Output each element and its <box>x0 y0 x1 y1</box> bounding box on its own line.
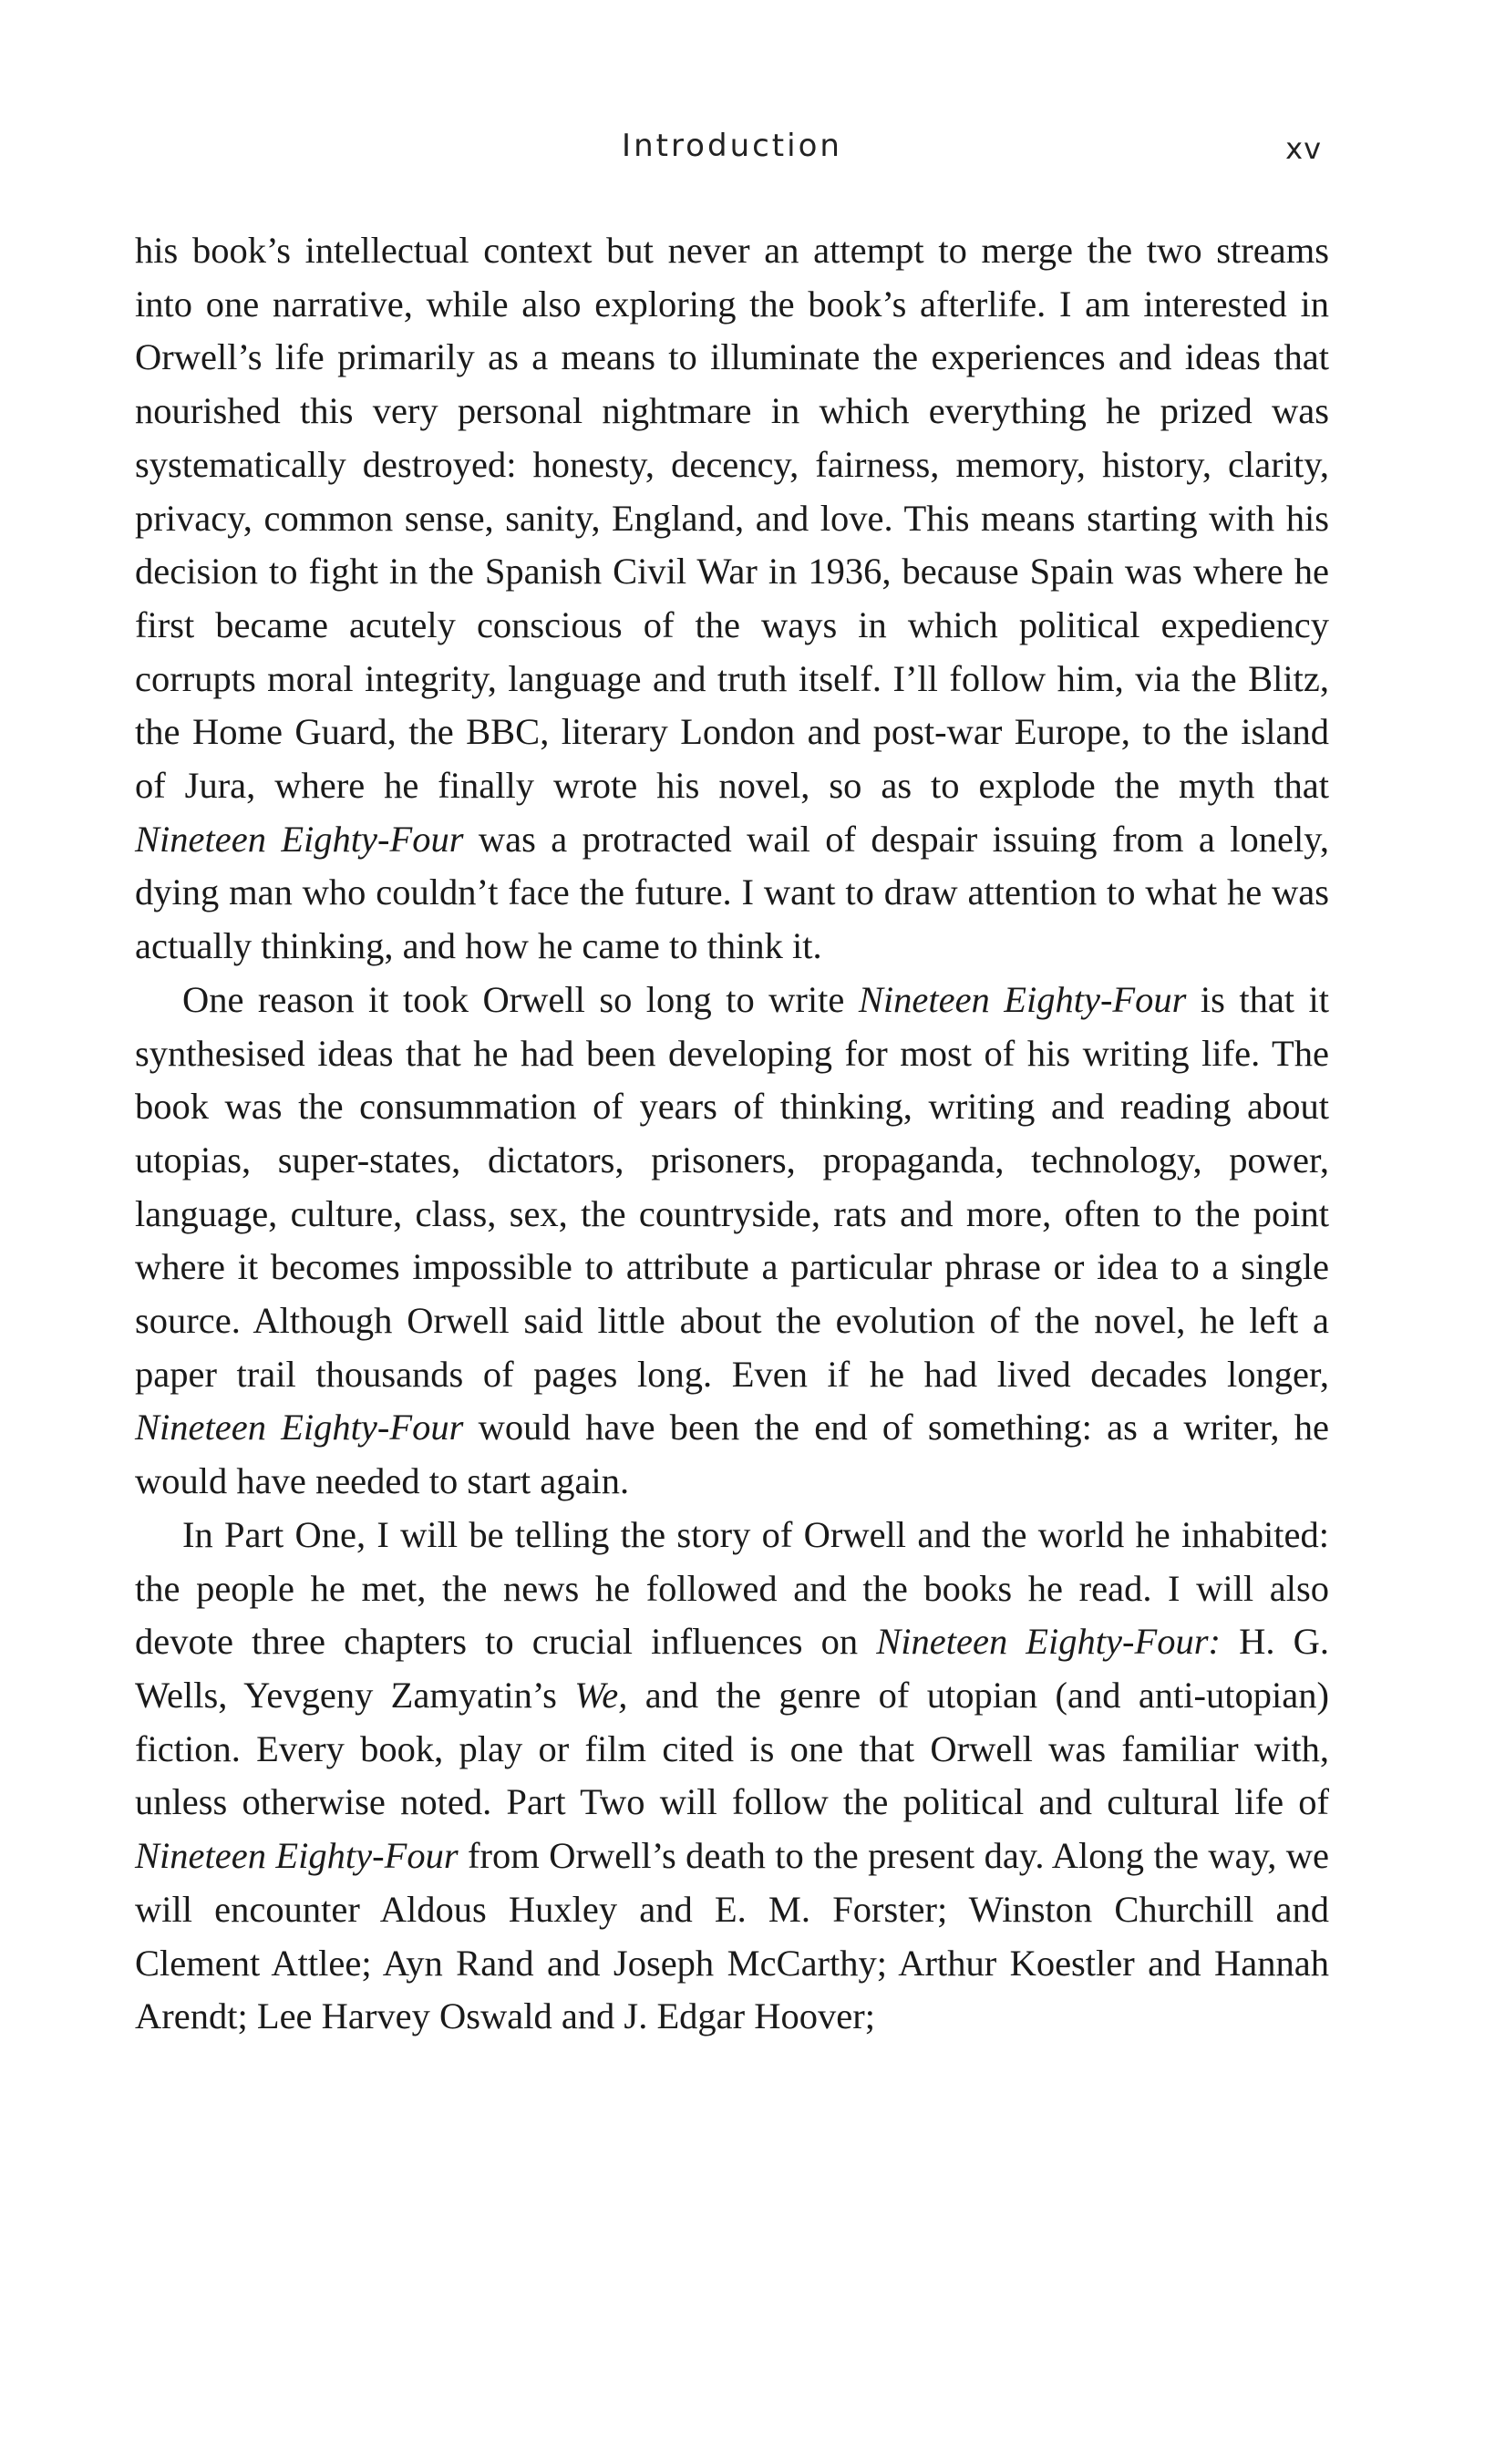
text-segment: from Orwell’s death to the present day. Along the way, we will encounter Aldous Huxley and E. M. Forster; Winston Churchill and Clement Attlee; Ayn Rand and Joseph McCarthy; Arthur Koestler and Hannah Arendt; Lee Harvey Oswald and J. Edgar Hoover; <box>135 1835 1330 2037</box>
text-segment: and the genre of utopian (and anti-utopian) fiction. Every book, play or film cited is one that Orwell was familiar with, unless otherwise noted. Part Two will follow the political and cultural life of <box>135 1674 1329 1823</box>
chapter-title: Introduction <box>622 128 842 164</box>
book-title-italic: Nineteen Eighty-Four <box>858 978 1187 1020</box>
paragraph-2 <box>135 974 1329 1509</box>
running-head <box>135 128 1329 173</box>
page-number: xv <box>1285 131 1322 166</box>
body-text <box>135 224 1329 2044</box>
text-segment: is that it synthesised ideas that he had been developing for most of his writing life. The book was the consummation of years of thinking, writing and reading about utopias, super-states, dictators, prisoners, propaganda, technology, power, language, culture, class, sex, the countryside, rats and more, often to the point where it becomes impossible to attribute a particular phrase or idea to a single source. Although Orwell said little about the evolution of the novel, he left a paper trail thousands of pages long. Even if he had lived decades longer, <box>135 978 1330 1395</box>
text-segment: One reason it took Orwell so long to write <box>182 978 859 1020</box>
text-segment: H. G. Wells, Yevgeny Zamyatin’s <box>135 1621 1329 1716</box>
text-segment: would have been the end of something: as a writer, he would have needed to start again. <box>135 1407 1329 1502</box>
paragraph-1 <box>135 224 1329 974</box>
book-title-italic: Nineteen Eighty-Four <box>135 1835 459 1877</box>
book-title-italic: Nineteen Eighty-Four <box>135 818 464 860</box>
paragraph-3 <box>135 1509 1329 2044</box>
book-title-italic: We, <box>574 1674 628 1716</box>
text-segment: In Part One, I will be telling the story of Orwell and the world he inhabited: the people he met, the news he followed and the books he read. I will also devote three chapters to crucial influences on <box>135 1513 1329 1663</box>
book-title-italic: Nineteen Eighty-Four: <box>876 1621 1222 1663</box>
text-segment: was a protracted wail of despair issuing from a lonely, dying man who couldn’t face the future. I want to draw attention to what he was actually thinking, and how he came to think it. <box>135 818 1329 967</box>
text-segment: his book’s intellectual context but never an attempt to merge the two streams into one narrative, while also exploring the book’s afterlife. I am interested in Orwell’s life primarily as a means to illuminate the experiences and ideas that nourished this very personal nightmare in which everything he prized was systematically destroyed: honesty, decency, fairness, memory, history, clarity, privacy, common sense, sanity, England, and love. This means starting with his decision to fight in the Spanish Civil War in 1936, because Spain was where he first became acutely conscious of the ways in which political expediency corrupts moral integrity, language and truth itself. I’ll follow him, via the Blitz, the Home Guard, the BBC, literary London and post-war Europe, to the island of Jura, where he finally wrote his novel, so as to explode the myth that <box>135 230 1329 807</box>
book-title-italic: Nineteen Eighty-Four <box>135 1407 464 1449</box>
